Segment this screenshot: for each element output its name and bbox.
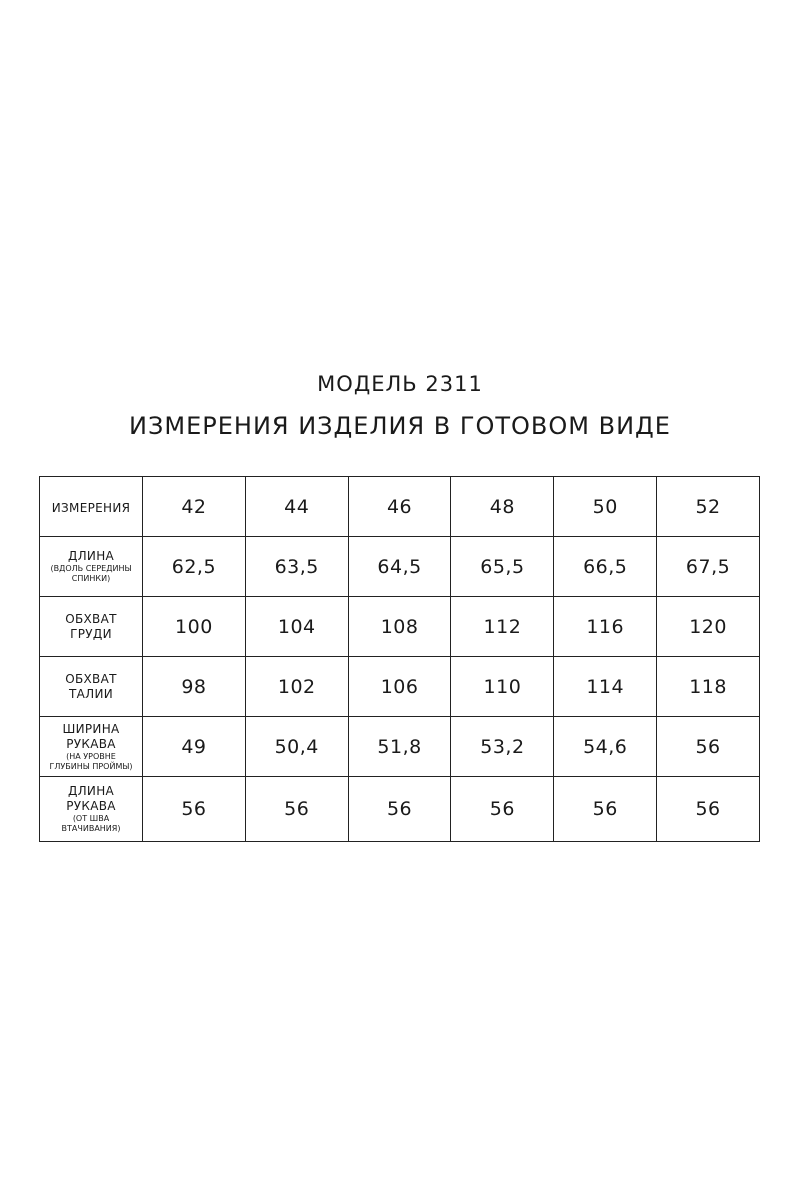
- value-cell: 65,5: [451, 537, 554, 597]
- value-cell: 56: [657, 777, 760, 842]
- table-row-sleeve-width: [40, 717, 760, 777]
- value-cell: 50,4: [245, 717, 348, 777]
- model-title: МОДЕЛЬ 2311: [317, 372, 483, 396]
- row-note: ВТАЧИВАНИЯ): [61, 824, 121, 833]
- value-cell: 53,2: [451, 717, 554, 777]
- size-cell: 48: [451, 477, 554, 537]
- value-cell: 63,5: [245, 537, 348, 597]
- value-cell: 112: [451, 597, 554, 657]
- row-note: (ОТ ШВА: [72, 814, 110, 823]
- header-label: ИЗМЕРЕНИЯ: [51, 501, 131, 515]
- value-cell: 56: [657, 717, 760, 777]
- page-title: ИЗМЕРЕНИЯ ИЗДЕЛИЯ В ГОТОВОМ ВИДЕ: [129, 412, 671, 440]
- table-row-chest: [40, 597, 760, 657]
- row-label: РУКАВА: [66, 736, 116, 751]
- row-note: (НА УРОВНЕ: [66, 751, 116, 761]
- row-label: ОБХВАТ: [65, 611, 117, 626]
- size-cell: 46: [348, 477, 451, 537]
- row-label: ШИРИНА: [62, 721, 120, 736]
- size-cell: 52: [657, 477, 760, 537]
- row-label: ДЛИНА: [67, 784, 115, 798]
- value-cell: 51,8: [348, 717, 451, 777]
- value-cell: 100: [143, 597, 246, 657]
- row-label: ТАЛИИ: [68, 686, 113, 701]
- value-cell: 67,5: [657, 537, 760, 597]
- size-cell: 44: [245, 477, 348, 537]
- row-label: ДЛИНА: [67, 549, 115, 563]
- value-cell: 110: [451, 657, 554, 717]
- value-cell: 114: [554, 657, 657, 717]
- value-cell: 106: [348, 657, 451, 717]
- row-note: ГЛУБИНЫ ПРОЙМЫ): [49, 761, 133, 771]
- value-cell: 66,5: [554, 537, 657, 597]
- row-label-cell: [40, 717, 143, 777]
- row-label-cell: [40, 777, 143, 842]
- value-cell: 56: [554, 777, 657, 842]
- row-label-cell: [40, 597, 143, 657]
- value-cell: 116: [554, 597, 657, 657]
- value-cell: 49: [143, 717, 246, 777]
- size-cell: 42: [143, 477, 246, 537]
- value-cell: 56: [143, 777, 246, 842]
- value-cell: 104: [245, 597, 348, 657]
- value-cell: 102: [245, 657, 348, 717]
- value-cell: 56: [245, 777, 348, 842]
- measurements-table: [39, 476, 760, 842]
- row-note: СПИНКИ): [71, 574, 111, 583]
- row-label: РУКАВА: [66, 799, 116, 813]
- row-label: ГРУДИ: [70, 626, 112, 641]
- row-note: (ВДОЛЬ СЕРЕДИНЫ: [50, 564, 132, 573]
- table-row-sleeve-length: [40, 777, 760, 842]
- value-cell: 108: [348, 597, 451, 657]
- value-cell: 64,5: [348, 537, 451, 597]
- table-header-row: [40, 477, 760, 537]
- size-cell: 50: [554, 477, 657, 537]
- value-cell: 98: [143, 657, 246, 717]
- value-cell: 54,6: [554, 717, 657, 777]
- value-cell: 56: [451, 777, 554, 842]
- value-cell: 62,5: [143, 537, 246, 597]
- row-label-cell: [40, 537, 143, 597]
- row-label: ОБХВАТ: [65, 671, 117, 686]
- value-cell: 118: [657, 657, 760, 717]
- value-cell: 120: [657, 597, 760, 657]
- table-row-length: [40, 537, 760, 597]
- table-row-waist: [40, 657, 760, 717]
- value-cell: 56: [348, 777, 451, 842]
- row-label-cell: [40, 657, 143, 717]
- header-label-cell: [40, 477, 143, 537]
